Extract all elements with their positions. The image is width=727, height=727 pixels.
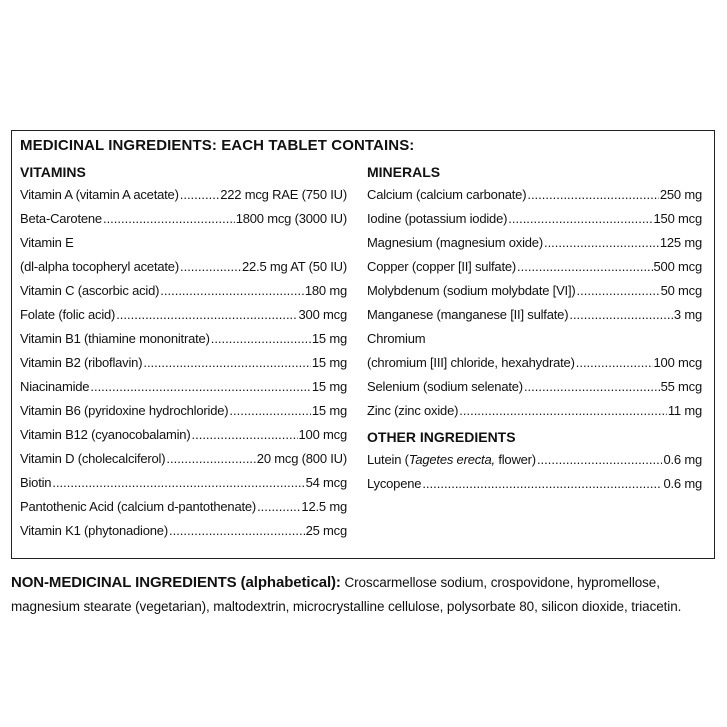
dot-leader	[103, 211, 235, 226]
dot-leader	[90, 379, 311, 394]
ingredient-amount: 25 mcg	[305, 523, 347, 538]
dot-leader	[422, 476, 662, 491]
ingredient-amount: 11 mg	[667, 403, 702, 418]
lutein-name-italic: Tagetes erecta,	[408, 452, 495, 467]
ingredient-row	[20, 403, 347, 427]
ingredient-name: Vitamin B1 (thiamine mononitrate)	[20, 331, 210, 346]
ingredient-name: Chromium	[367, 331, 426, 346]
ingredient-row	[20, 283, 347, 307]
dot-leader	[537, 452, 663, 467]
ingredient-amount: 50 mcg	[660, 283, 702, 298]
ingredient-amount: 15 mg	[311, 403, 347, 418]
dot-leader	[229, 403, 310, 418]
ingredient-row	[20, 259, 347, 283]
ingredient-name: Vitamin B6 (pyridoxine hydrochloride)	[20, 403, 229, 418]
panel-heading: MEDICINAL INGREDIENTS: EACH TABLET CONTAINS:	[20, 137, 415, 154]
ingredient-amount: 54 mcg	[305, 475, 347, 490]
ingredient-name: Vitamin B12 (cyanocobalamin)	[20, 427, 191, 442]
ingredient-row	[20, 355, 347, 379]
dot-leader	[527, 187, 659, 202]
ingredient-amount: 100 mcg	[653, 355, 702, 370]
ingredient-amount: 20 mcg (800 IU)	[256, 451, 347, 466]
ingredient-row	[20, 523, 347, 547]
dot-leader	[180, 187, 220, 202]
ingredient-name: Folate (folic acid)	[20, 307, 116, 322]
vitamins-column	[20, 164, 347, 547]
ingredient-name: Copper (copper [II] sulfate)	[367, 259, 517, 274]
ingredient-amount: 0.6 mg	[663, 476, 702, 491]
ingredient-amount: 15 mg	[311, 379, 347, 394]
ingredient-name: Molybdenum (sodium molybdate [VI])	[367, 283, 576, 298]
ingredient-amount: 3 mg	[673, 307, 702, 322]
dot-leader	[160, 283, 304, 298]
ingredient-row	[20, 475, 347, 499]
ingredient-name: Vitamin A (vitamin A acetate)	[20, 187, 179, 202]
ingredient-name: Vitamin D (cholecalciferol)	[20, 451, 166, 466]
ingredient-name: Manganese (manganese [II] sulfate)	[367, 307, 569, 322]
dot-leader	[524, 379, 660, 394]
ingredient-row	[20, 427, 347, 451]
ingredient-name: Lycopene	[367, 476, 422, 491]
dot-leader	[180, 259, 241, 274]
dot-leader	[508, 211, 652, 226]
ingredient-row	[367, 331, 702, 355]
ingredient-amount: 500 mcg	[653, 259, 702, 274]
ingredient-amount: 55 mcg	[660, 379, 702, 394]
ingredient-row	[367, 476, 702, 500]
dot-leader	[169, 523, 305, 538]
ingredient-row	[367, 259, 702, 283]
ingredient-row	[367, 211, 702, 235]
ingredient-name: Calcium (calcium carbonate)	[367, 187, 527, 202]
non-medicinal-label: NON-MEDICINAL INGREDIENTS (alphabetical):	[11, 574, 341, 591]
ingredient-row	[367, 403, 702, 427]
ingredient-row	[367, 307, 702, 331]
ingredient-row	[20, 379, 347, 403]
ingredient-amount: 15 mg	[311, 331, 347, 346]
dot-leader	[544, 235, 659, 250]
medicinal-ingredients-panel	[11, 130, 715, 559]
dot-leader	[577, 283, 660, 298]
dot-leader	[517, 259, 653, 274]
ingredient-row	[20, 307, 347, 331]
ingredient-amount: 100 mcg	[298, 427, 347, 442]
ingredient-row	[367, 235, 702, 259]
ingredient-amount: 150 mcg	[653, 211, 702, 226]
ingredient-row	[20, 211, 347, 235]
vitamins-title: VITAMINS	[20, 164, 86, 180]
ingredient-amount: 0.6 mg	[663, 452, 702, 467]
ingredient-row	[367, 379, 702, 403]
ingredient-row	[20, 331, 347, 355]
ingredient-row	[20, 187, 347, 211]
other-ingredients-title: OTHER INGREDIENTS	[367, 429, 516, 445]
ingredient-amount: 125 mg	[659, 235, 702, 250]
ingredient-amount: 22.5 mg AT (50 IU)	[241, 259, 347, 274]
ingredient-name: Niacinamide	[20, 379, 90, 394]
ingredient-amount: 1800 mcg (3000 IU)	[235, 211, 347, 226]
ingredient-name: Zinc (zinc oxide)	[367, 403, 459, 418]
ingredient-name: Beta-Carotene	[20, 211, 102, 226]
lutein-name-suffix: flower)	[494, 452, 536, 467]
ingredient-name: Vitamin B2 (riboflavin)	[20, 355, 143, 370]
ingredient-row	[367, 283, 702, 307]
dot-leader	[576, 355, 653, 370]
ingredient-name: Vitamin E	[20, 235, 74, 250]
ingredient-name: Magnesium (magnesium oxide)	[367, 235, 543, 250]
ingredient-name: (chromium [III] chloride, hexahydrate)	[367, 355, 575, 370]
ingredient-amount: 15 mg	[311, 355, 347, 370]
ingredient-row	[367, 187, 702, 211]
ingredient-amount: 12.5 mg	[301, 499, 347, 514]
ingredient-name	[367, 452, 536, 467]
ingredient-row	[367, 355, 702, 379]
ingredient-row	[367, 452, 702, 476]
dot-leader	[143, 355, 311, 370]
ingredient-name: Vitamin C (ascorbic acid)	[20, 283, 160, 298]
dot-leader	[569, 307, 673, 322]
ingredient-amount: 222 mcg RAE (750 IU)	[220, 187, 347, 202]
lutein-name-prefix: Lutein (	[367, 452, 409, 467]
ingredient-amount: 180 mg	[304, 283, 347, 298]
ingredient-name: Selenium (sodium selenate)	[367, 379, 523, 394]
non-medicinal-text: Croscarmellose sodium, crospovidone, hypromellose, magnesium stearate (vegetarian), maltodextrin, microcrystalline cellulose, polysorbate 80, silicon dioxide, triacetin.	[11, 575, 682, 614]
minerals-title: MINERALS	[367, 164, 441, 180]
dot-leader	[52, 475, 304, 490]
ingredient-name: Iodine (potassium iodide)	[367, 211, 508, 226]
ingredient-row	[20, 499, 347, 523]
ingredient-name: (dl-alpha tocopheryl acetate)	[20, 259, 179, 274]
ingredient-name: Pantothenic Acid (calcium d-pantothenate)	[20, 499, 257, 514]
dot-leader	[459, 403, 667, 418]
dot-leader	[257, 499, 300, 514]
dot-leader	[166, 451, 255, 466]
ingredient-amount: 250 mg	[659, 187, 702, 202]
ingredient-row	[20, 235, 347, 259]
ingredient-name: Biotin	[20, 475, 52, 490]
minerals-column	[367, 164, 702, 500]
dot-leader	[116, 307, 297, 322]
dot-leader	[211, 331, 311, 346]
ingredient-name: Vitamin K1 (phytonadione)	[20, 523, 168, 538]
dot-leader	[191, 427, 297, 442]
non-medicinal-ingredients	[11, 571, 717, 619]
ingredient-amount: 300 mcg	[298, 307, 347, 322]
ingredient-row	[20, 451, 347, 475]
